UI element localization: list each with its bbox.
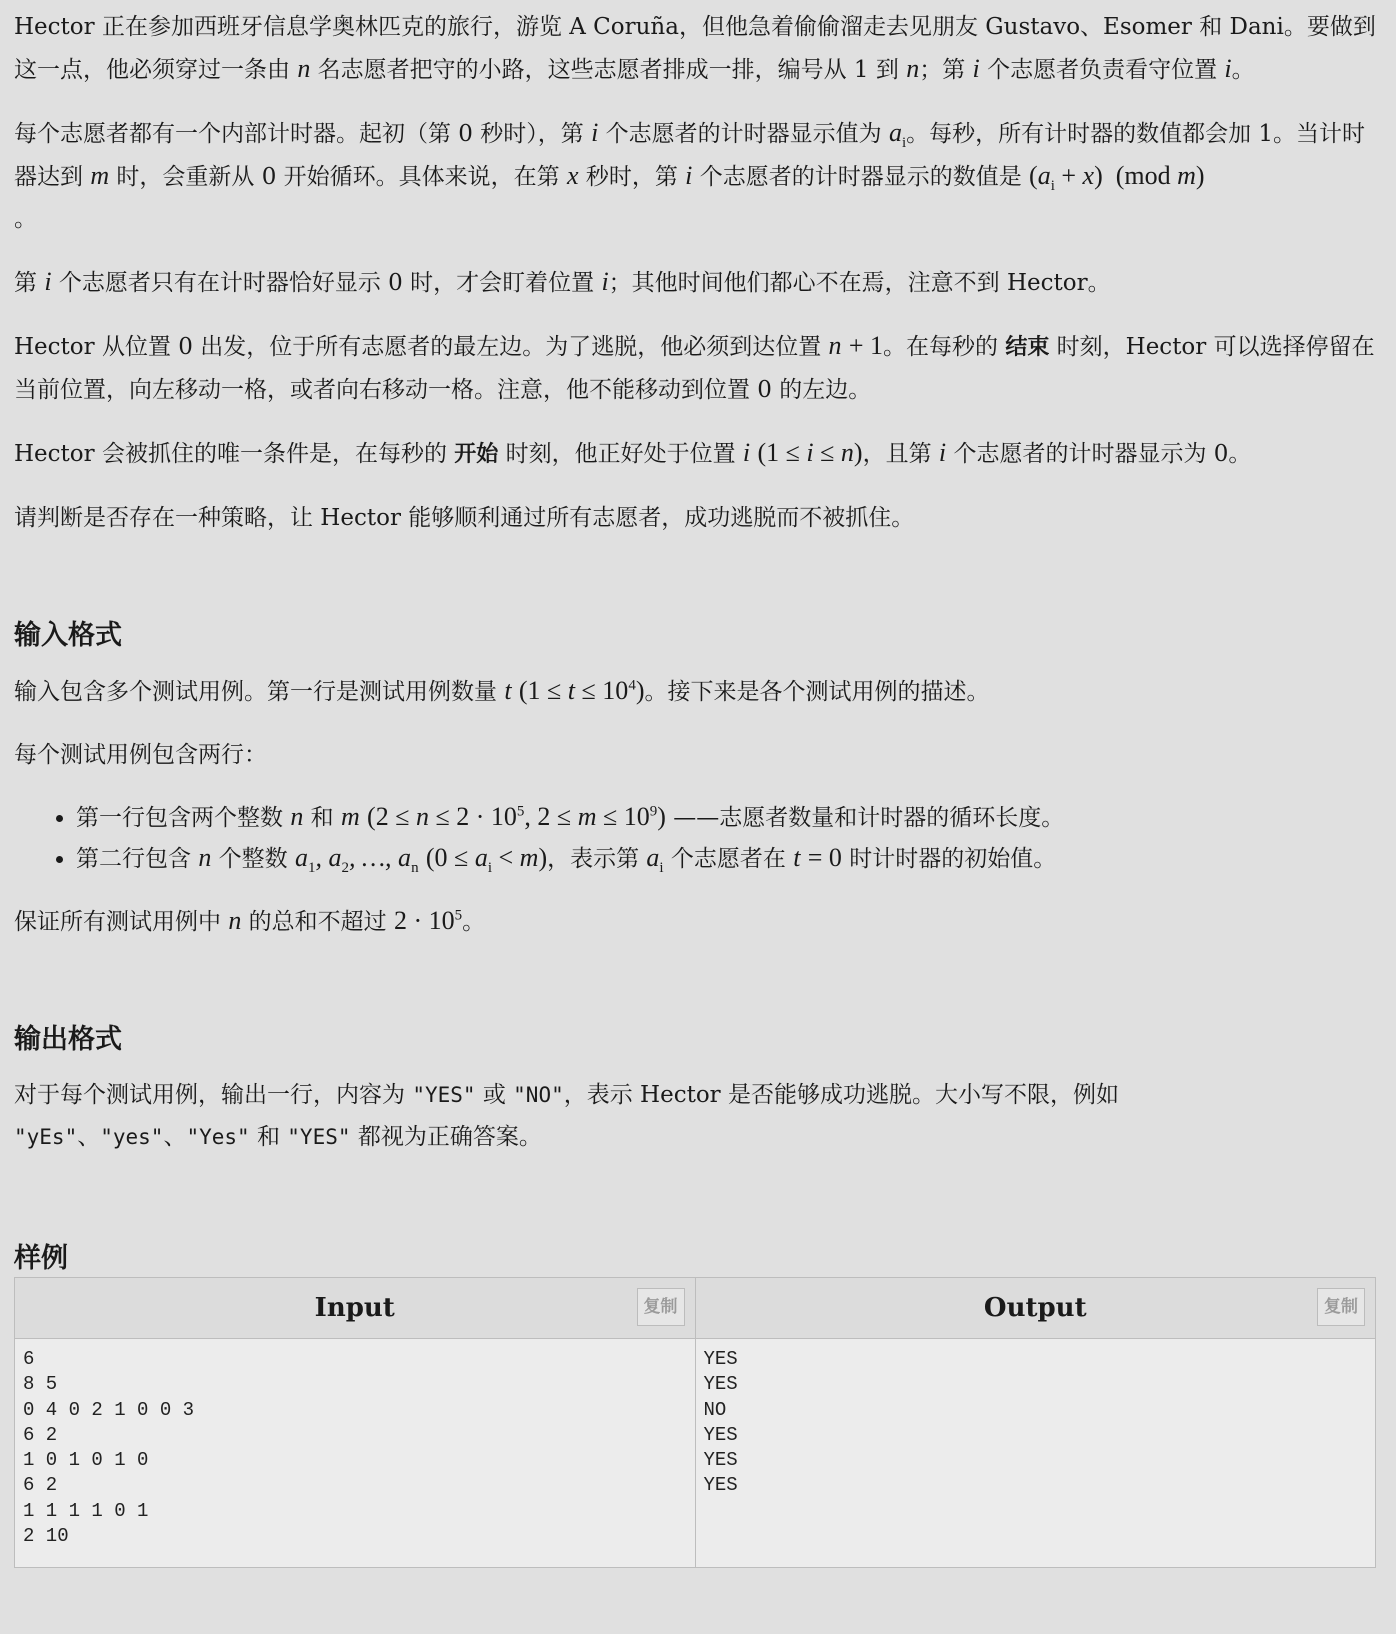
sample-output[interactable] [695,1339,1376,1568]
samples-table [14,1277,1376,1568]
sample-input-line: 8 5 [23,1373,58,1396]
statement-paragraph-3: 第 i 个志愿者只有在计时器恰好显示 0 时，才会盯着位置 i；其他时间他们都心不在焉，注意不到 Hector。 [14,267,1111,296]
sample-input-line: 6 2 [23,1423,58,1446]
input-format-list [14,797,1376,879]
sample-input[interactable] [15,1339,696,1568]
statement-paragraph-1: Hector 正在参加西班牙信息学奥林匹克的旅行，游览 A Coruña，但他急着偷偷溜走去见朋友 Gustavo、Esomer 和 Dani。要做到这一点，他必须穿过一条由 n 名志愿者把守的小路，这些志愿者排成一排，编号从 1 到 n；第 i 个志愿者负责看守位置 i。 [14,14,1376,83]
list-item: • 第一行包含两个整数 n 和 m ($2 \le n \le 2 \cdot 10^5$, $2 \le m \le 10^9$) ——志愿者数量和计时器的循环长度。 [76,797,1376,838]
output-format-title: 输出格式 [14,1024,122,1055]
sample-output-line: NO [703,1398,727,1421]
output-format-paragraph: 对于每个测试用例，输出一行，内容为 "YES" 或 "NO"，表示 Hector 是否能够成功逃脱。大小写不限，例如 "yEs"、"yes"、"Yes" 和 "YES" 都视为正确答案。 [14,1082,1119,1150]
input-format-paragraph-3: 保证所有测试用例中 n 的总和不超过 $2 \cdot 10^5$。 [14,906,486,935]
samples-title: 样例 [14,1243,68,1274]
input-header: Input 复制 [15,1278,696,1339]
output-header: Output 复制 [695,1278,1376,1339]
sample-output-line: YES [703,1423,738,1446]
sample-output-line: YES [703,1373,738,1396]
list-item: • 第二行包含 n 个整数 $a_1$, $a_2$, …, $a_n$ $(0 \le a_i < m)$，表示第 $a_i$ 个志愿者在 t = 0 时计时器的初始值。 [76,838,1376,879]
copy-input-button[interactable]: 复制 [637,1288,685,1326]
sample-output-line: YES [703,1348,738,1370]
statement-paragraph-4: Hector 从位置 0 出发，位于所有志愿者的最左边。为了逃脱，他必须到达位置 n + 1。在每秒的 结束 时刻，Hector 可以选择停留在当前位置，向左移动一格，或者向右移动一格。注意，他不能移动到位置 0 的左边。 [14,331,1375,403]
sample-input-line: 6 [23,1348,35,1370]
input-format-title: 输入格式 [14,620,122,651]
sample-output-line: YES [703,1474,738,1497]
statement-paragraph-6: 请判断是否存在一种策略，让 Hector 能够顺利通过所有志愿者，成功逃脱而不被抓住。 [14,505,915,531]
statement-paragraph-5: Hector 会被抓住的唯一条件是，在每秒的 开始 时刻，他正好处于位置 i (1 ≤ i ≤ n)，且第 i 个志愿者的计时器显示为 0。 [14,438,1252,467]
input-format-paragraph-1: 输入包含多个测试用例。第一行是测试用例数量 t $(1 \le t \le 10^4)$。接下来是各个测试用例的描述。 [14,676,990,705]
statement-paragraph-2: 每个志愿者都有一个内部计时器。起初（第 0 秒时），第 i 个志愿者的计时器显示值为 $a_i$。每秒，所有计时器的数值都会加 1。当计时器达到 m 时，会重新从 0 开始循环。具体来说，在第 x 秒时，第 i 个志愿者的计时器显示的数值是 $(a_i + x)$ (mod m) 。 [14,118,1366,232]
sample-output-line: YES [703,1449,738,1472]
copy-output-button[interactable]: 复制 [1317,1288,1365,1326]
sample-input-line: 0 4 0 2 1 0 0 3 [23,1398,195,1421]
sample-input-line: 1 1 1 1 0 1 [23,1499,149,1522]
sample-input-line: 6 2 [23,1474,58,1497]
sample-input-line: 1 0 1 0 1 0 [23,1449,149,1472]
sample-input-line: 2 10 [23,1525,69,1548]
input-format-paragraph-2: 每个测试用例包含两行： [14,742,267,768]
